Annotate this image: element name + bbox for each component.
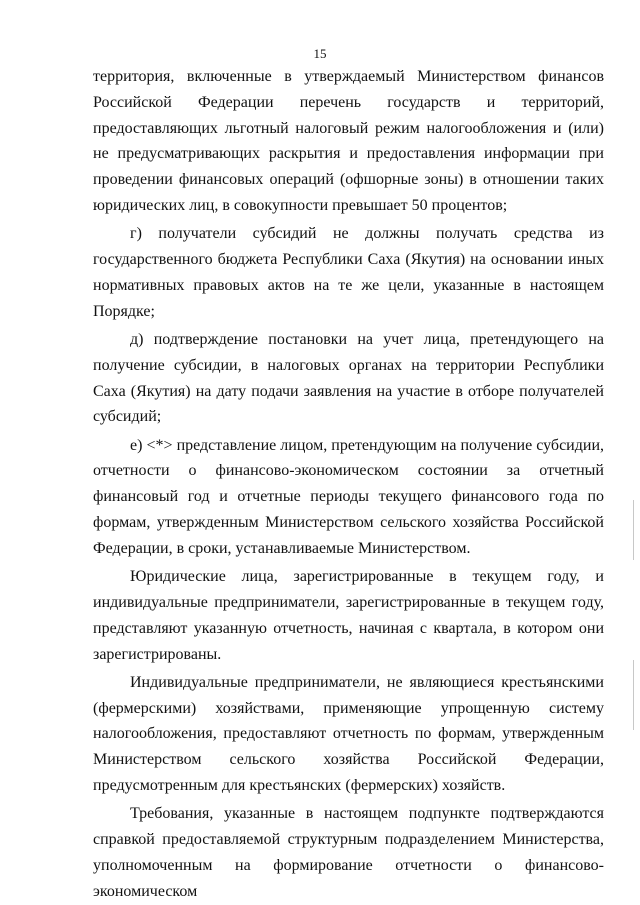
paragraph-requirements: Требования, указанные в настоящем подпункте подтверждаются справкой предоставляемой структурным подразделением Министерства, уполномоченным на формирование отчетности о финансово-экономическом <box>93 805 604 900</box>
paragraph-item-g: г) получатели субсидий не должны получать средства из государственного бюджета Республики Саха (Якутия) на основании иных нормативных правовых актов на те же цели, указанные в настоящем Порядке; <box>93 225 604 320</box>
paragraph-individual-entrepreneurs: Индивидуальные предприниматели, не являющиеся крестьянскими (фермерскими) хозяйствами, применяющие упрощенную систему налогообложения, предоставляют отчетность по формам, утвержденным Министерством сельского хозяйства Российской Федерации, предусмотренным для крестьянских (фермерских) хозяйств. <box>93 673 604 795</box>
paragraph-item-d: д) подтверждение постановки на учет лица, претендующего на получение субсидии, в налоговых органах на территории Республики Саха (Якутия) на дату подачи заявления на участие в отборе получателей субсидий; <box>93 330 604 426</box>
scan-edge-mark <box>633 660 634 730</box>
document-body <box>93 64 604 905</box>
page-number: 15 <box>313 46 327 61</box>
paragraph-item-e: е) <*> представление лицом, претендующим на получение субсидии, отчетности о финансово-экономическом состоянии за отчетный финансовый год и отчетные периоды текущего финансового года по формам, утвержденным Министерством сельского хозяйства Российской Федерации, в сроки, устанавливаемые Министерством. <box>93 436 604 557</box>
scan-edge-mark <box>633 500 634 560</box>
paragraph-offshore-continuation: территория, включенные в утверждаемый Министерством финансов Российской Федерации перечень государств и территорий, предоставляющих льготный налоговый режим налогообложения и (или) не предусматривающих раскрытия и предоставления информации при проведении финансовых операций (офшорные зоны) в отношении таких юридических лиц, в совокупности превышает 50 процентов; <box>93 68 604 214</box>
paragraph-legal-entities: Юридические лица, зарегистрированные в текущем году, и индивидуальные предприниматели, зарегистрированные в текущем году, представляют указанную отчетность, начиная с квартала, в котором они зарегистрированы. <box>93 568 604 663</box>
